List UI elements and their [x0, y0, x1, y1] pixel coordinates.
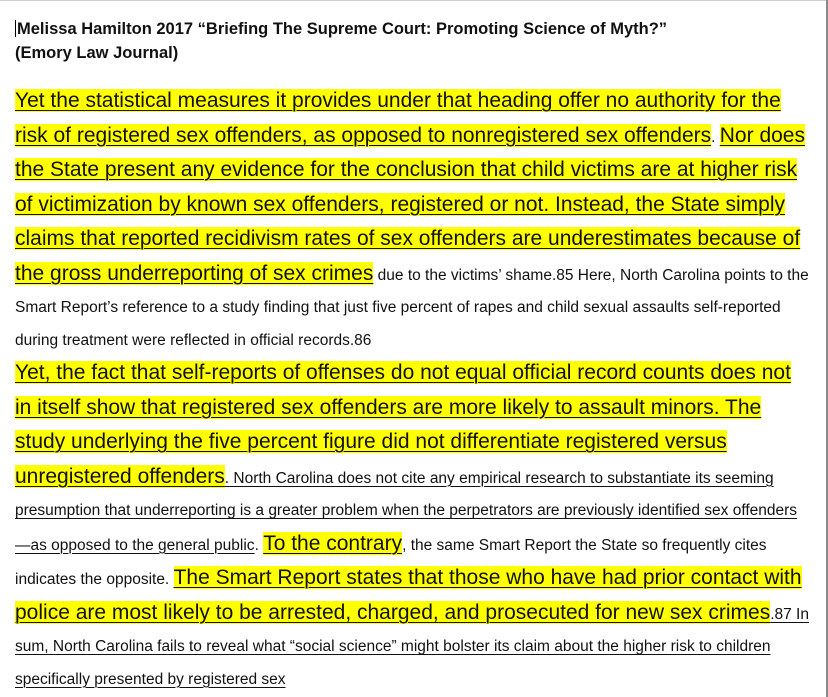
- citation-line-1: Melissa Hamilton 2017 “Briefing The Supreme Court: Promoting Science of Myth?”: [17, 20, 668, 38]
- underlined-text-run: . North Carolina does not cite any empirical research to substantiate its seeming presumption that underreporting is a greater problem when the perpetrators are previously identified sex offenders—as opposed to the general public: [15, 469, 798, 554]
- highlight-3: Yet, the fact that self-reports of offenses do not equal official record counts does not in itself show that registered sex offenders are more likely to assault minors. The study underlying the five percent figure did not differentiate registered versus unregistered offenders: [15, 361, 791, 488]
- citation-header: [15, 17, 810, 65]
- text-run: .: [254, 536, 264, 554]
- highlight-1: Yet the statistical measures it provides under that heading offer no authority for the risk of registered sex offenders, as opposed to nonregistered sex offenders: [15, 89, 781, 147]
- highlight-5: The Smart Report states that those who have had prior contact with police are most likely to be arrested, charged, and prosecuted for new sex crimes: [15, 566, 802, 624]
- highlight-2: Nor does the State present any evidence for the conclusion that child victims are at higher risk of victimization by known sex offenders, registered or not. Instead, the State simply claims that reported recidivism rates of sex offenders are underestimates because of the gross underreporting of sex crimes: [15, 123, 805, 285]
- paragraph-2[interactable]: [15, 357, 810, 696]
- underlined-text-run: .87 In sum, North Carolina fails to reveal what “social science” might bolster its claim about the higher risk to children specifically presented by registered sex: [15, 605, 809, 688]
- paragraph-1[interactable]: [15, 85, 810, 357]
- citation-line-2: (Emory Law Journal): [15, 44, 179, 62]
- document-page[interactable]: [15, 17, 810, 696]
- text-run: , the same Smart Report the State so frequently cites indicates the opposite.: [15, 536, 767, 588]
- highlight-4: To the contrary: [263, 531, 403, 555]
- text-run: .: [711, 128, 720, 146]
- page-top-border: [0, 0, 828, 1]
- text-cursor: [15, 20, 16, 37]
- text-run: due to the victims’ shame.85 Here, North Carolina points to the Smart Report’s reference to a study finding that just five percent of rapes and child sexual assaults self-reported during treatment were reflected in official records.86: [15, 266, 809, 349]
